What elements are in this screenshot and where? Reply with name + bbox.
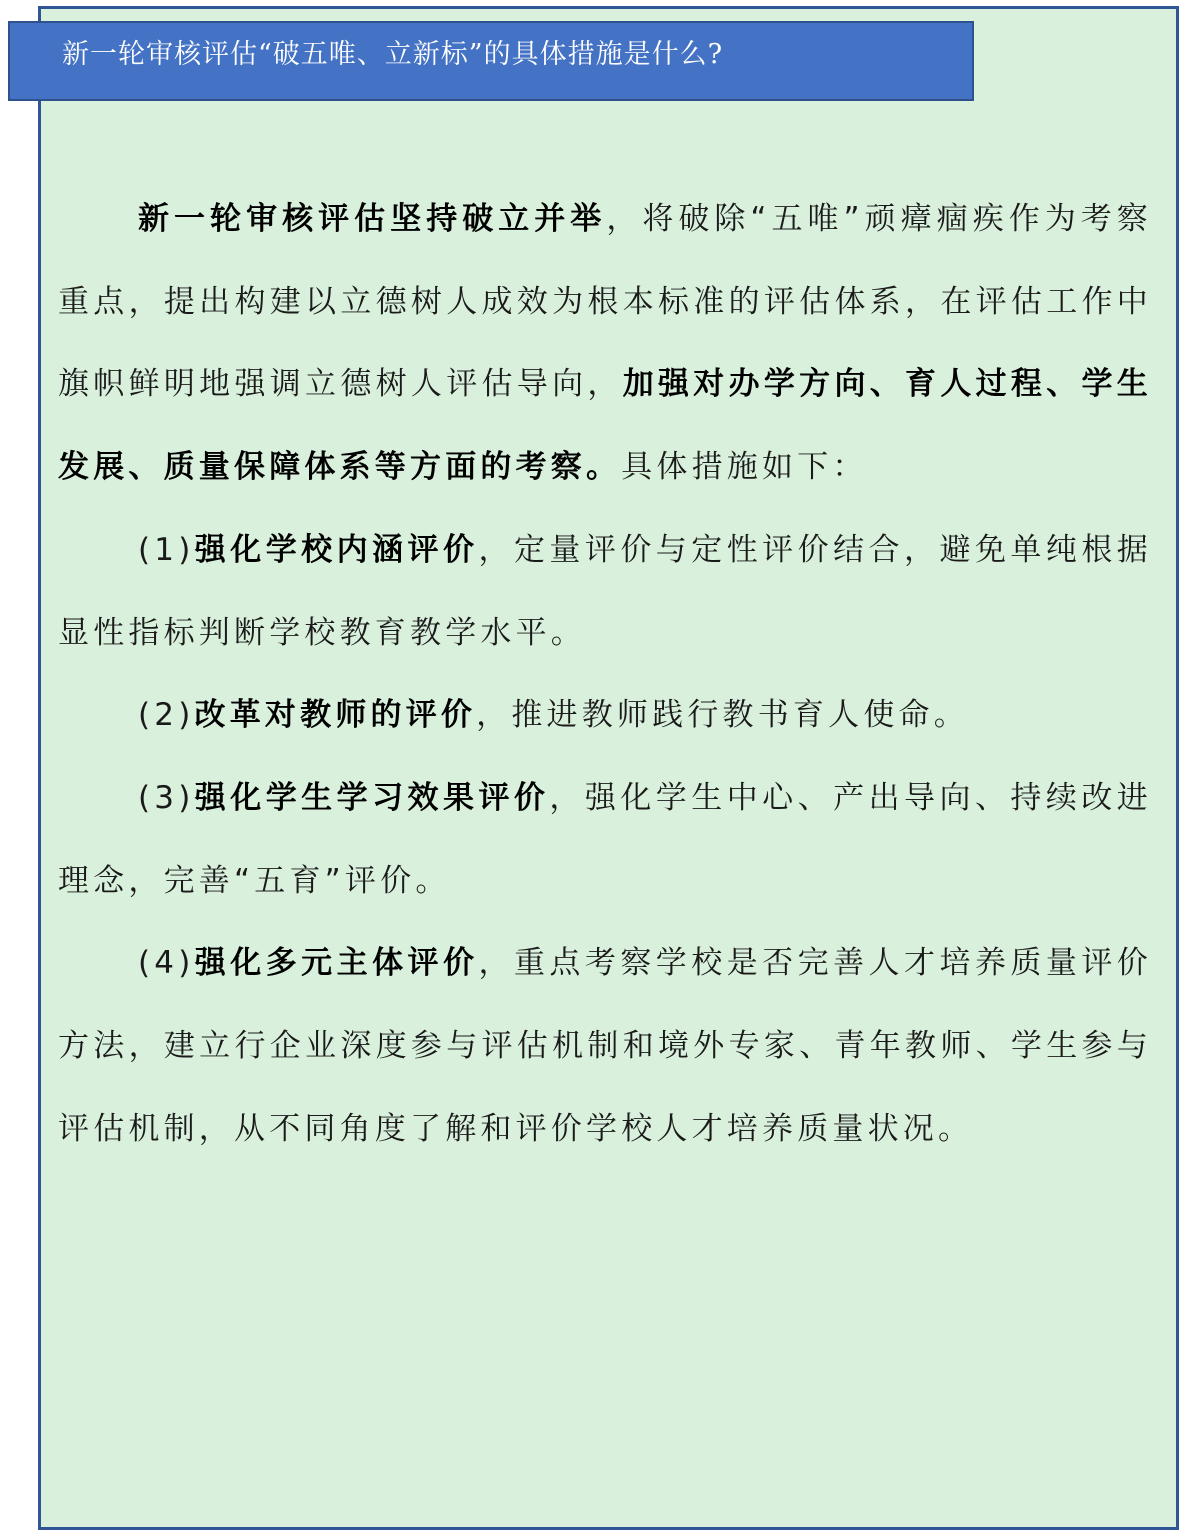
page-title: 新一轮审核评估“破五唯、立新标”的具体措施是什么?: [8, 21, 974, 101]
intro-followup: 具体措施如下：: [621, 449, 868, 486]
measure-text: ，定量评价与定性评价结合，避免单纯根据显性指标判断学校教育教学水平。: [58, 531, 1152, 651]
measure-item-1: [58, 509, 1152, 674]
measure-item-3: [58, 757, 1152, 922]
measure-heading: 强化多元主体评价: [194, 945, 479, 982]
measure-number: (3): [138, 779, 195, 816]
measure-item-2: [58, 674, 1152, 757]
measure-text: ，重点考察学校是否完善人才培养质量评价方法，建立行企业深度参与评估机制和境外专家、青年教师、学生参与评估机制，从不同角度了解和评价学校人才培养质量状况。: [58, 945, 1152, 1147]
measure-heading: 强化学生学习效果评价: [194, 779, 550, 816]
measure-number: (4): [138, 945, 195, 982]
measure-text: ，强化学生中心、产出导向、持续改进理念，完善“五育”评价。: [58, 779, 1152, 899]
intro-lead-bold: 新一轮审核评估坚持破立并举: [138, 201, 607, 237]
measure-number: (1): [138, 531, 195, 568]
measure-heading: 强化学校内涵评价: [194, 531, 479, 568]
measure-number: (2): [138, 697, 195, 734]
measure-item-4: [58, 922, 1152, 1170]
measure-heading: 改革对教师的评价: [194, 697, 477, 734]
measure-text: ，推进教师践行教书育人使命。: [476, 697, 969, 734]
intro-text: ，将破除“五唯”顽瘴痼疾作为考察重点，提出构建以立德树人成效为根本标准的评估体系，在评估工作中旗帜鲜明地强调立德树人评估导向，: [58, 201, 1152, 403]
article-body: [58, 178, 1152, 1170]
intro-paragraph: [58, 178, 1152, 509]
intro-emphasis-bold: 加强对办学方向、育人过程、学生发展、质量保障体系等方面的考察。: [58, 366, 1153, 486]
